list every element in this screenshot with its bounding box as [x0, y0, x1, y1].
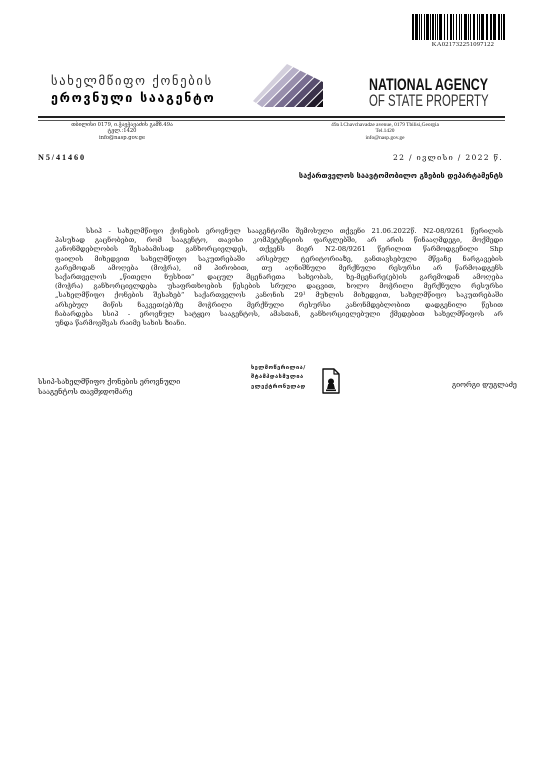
header-divider	[38, 116, 505, 118]
address-en-email: info@nasp.gov.ge	[365, 134, 405, 141]
stamp-line3: ელექტრონულად	[251, 383, 306, 390]
barcode-graphic	[412, 14, 505, 40]
barcode-bar	[450, 14, 452, 40]
letter-body	[55, 227, 503, 328]
body-line	[55, 236, 503, 245]
address-ka	[22, 122, 222, 141]
barcode-number: KA021732251097122	[431, 41, 495, 48]
agency-name-en-line1: NATIONAL AGENCY	[369, 75, 489, 94]
body-line	[55, 273, 503, 282]
agency-logo-graphic	[253, 63, 323, 107]
address-ka-street: თბილისი 0179, ი.ჭავჭავაძის გამზ.49ა	[71, 122, 173, 128]
body-line	[55, 282, 503, 291]
body-line-text: პასუხად გაცნობებთ, რომ სააგენტო, თავისი კომპეტენციის ფარგლებში, არ არის წინააღმდეგი, მოქმედი	[55, 236, 503, 245]
header-divider-thin	[38, 120, 505, 121]
agency-name-en-line2: OF STATE PROPERTY	[369, 91, 489, 110]
barcode-bar	[464, 14, 467, 40]
barcode	[412, 14, 505, 40]
body-line-text: უნდა წარმოეშვას რაიმე სახის ზიანი.	[55, 318, 187, 327]
barcode-bar	[447, 14, 448, 40]
barcode-bar	[470, 14, 471, 40]
agency-logo	[253, 63, 323, 107]
barcode-bar	[439, 14, 442, 40]
body-line-text: არსებულ მიწის ნაკვეთ(ებ)ზე მოჭრილი მერქნული რესურსი კანონმდებლობით დადგენილი წესით	[55, 300, 503, 309]
body-line-text: სსიპ - სახელმწიფო ქონების ეროვნულ სააგენტოში შემოსული თქვენი 21.06.2022წ. N2-08/9261 წერილის	[86, 227, 503, 235]
barcode-bar	[498, 14, 500, 40]
letter-date: 22 / ივლისი / 2022 წ.	[393, 153, 503, 162]
barcode-bar	[501, 14, 502, 40]
body-line	[55, 291, 503, 300]
barcode-bar	[468, 14, 469, 40]
barcode-bar	[444, 14, 445, 40]
electronic-signature-stamp	[251, 364, 306, 392]
signed-document-icon	[321, 368, 341, 394]
barcode-bar	[479, 14, 480, 40]
barcode-bar	[412, 14, 414, 40]
barcode-bar	[421, 14, 422, 40]
barcode-bar	[493, 14, 496, 40]
agency-name-ka-line1: სახელმწიფო ქონების	[51, 73, 213, 88]
signed-document-icon-graphic	[321, 368, 341, 394]
signatory-position	[38, 377, 180, 397]
body-line-text: გარემოდან ამოღება (მოჭრა), იმ პირობით, თუ აღნიშნული მერქნული რესურსი არ წარმოადგენს	[55, 263, 503, 272]
body-line	[55, 319, 503, 328]
barcode-bar	[430, 14, 431, 40]
stamp-line1: ხელმოწერილია/	[251, 365, 306, 371]
signatory-name: გიორგი დუგლაძე	[452, 380, 517, 389]
barcode-bar	[424, 14, 425, 40]
body-line	[55, 310, 503, 319]
body-line-text: „სახელმწიფო ქონების შესახებ“ საქართველოს კანონის 29¹ მუხლის მიხედვით, სახელმწიფო საკუთრებაში	[55, 291, 503, 300]
barcode-bar	[473, 14, 475, 40]
barcode-bar	[486, 14, 488, 40]
barcode-bar	[437, 14, 438, 40]
barcode-bar	[435, 14, 436, 40]
logo-stripes	[253, 63, 323, 107]
address-en-phone: Tel.1420	[375, 128, 395, 135]
body-line-text: ჩაბარდება სსიპ - ეროვნულ სატყეო სააგენტოს, ამასთან, განხორციელებული ქმედებით სახელმწიფოს არ	[55, 309, 503, 318]
address-ka-phone: ტელ.:1420	[107, 128, 137, 135]
body-line-text: საქართველოს „წითელი ნუსხით“ დაცულ მცენარეთა სახეობას, ხე-მცენარე(ებ)ის გარემოდან ამოღება	[55, 272, 503, 281]
agency-name-ka-line2: ეროვნული სააგენტო	[51, 90, 216, 105]
stamp-line2: შტამპდასმულია	[251, 374, 304, 381]
barcode-bar	[481, 14, 484, 40]
address-en	[285, 122, 485, 141]
barcode-bar	[503, 14, 505, 40]
barcode-bar	[461, 14, 462, 40]
body-line	[55, 255, 503, 264]
barcode-bar	[490, 14, 492, 40]
body-line	[55, 245, 503, 254]
barcode-bar	[477, 14, 478, 40]
body-line-text: კანონმდებლობის შესაბამისად განხორციელდეს, თქვენს მიერ N2-08/9261 წერილით წარმოდგენილი Shp	[55, 245, 503, 254]
barcode-bar	[459, 14, 460, 40]
body-line-text: ფაილის მიხედვით სახელმწიფო საკუთრებაში არსებულ ტერიტორიაზე, განთავსებული მწვანე ნარგავების	[55, 254, 503, 263]
body-line	[55, 301, 503, 310]
address-en-street: 49a I.Chavchavadze avenue, 0179 Tbilisi,Georgia	[331, 122, 439, 128]
barcode-bar	[426, 14, 429, 40]
signatory-position-line1: სსიპ-სახელმწიფო ქონების ეროვნული	[38, 377, 181, 386]
barcode-bar	[432, 14, 434, 40]
barcode-bar	[456, 14, 457, 40]
body-line	[55, 227, 503, 236]
signatory-position-line2: სააგენტოს თავმჯდომარე	[38, 387, 133, 396]
addressee: საქართველოს საავტომობილო გზების დეპარტამენტს	[298, 171, 503, 180]
body-line	[55, 264, 503, 273]
barcode-bar	[453, 14, 454, 40]
letter-number: N5/41460	[38, 153, 86, 162]
address-ka-email: info@nasp.gov.ge	[98, 134, 146, 141]
body-line-text: (მოჭრა) განხორციელდება უსაფრთხოების წესების სრული დაცვით, ხოლო მოჭრილი მერქნული რესურსი	[55, 282, 503, 291]
barcode-bar	[415, 14, 418, 40]
barcode-bar	[419, 14, 420, 40]
